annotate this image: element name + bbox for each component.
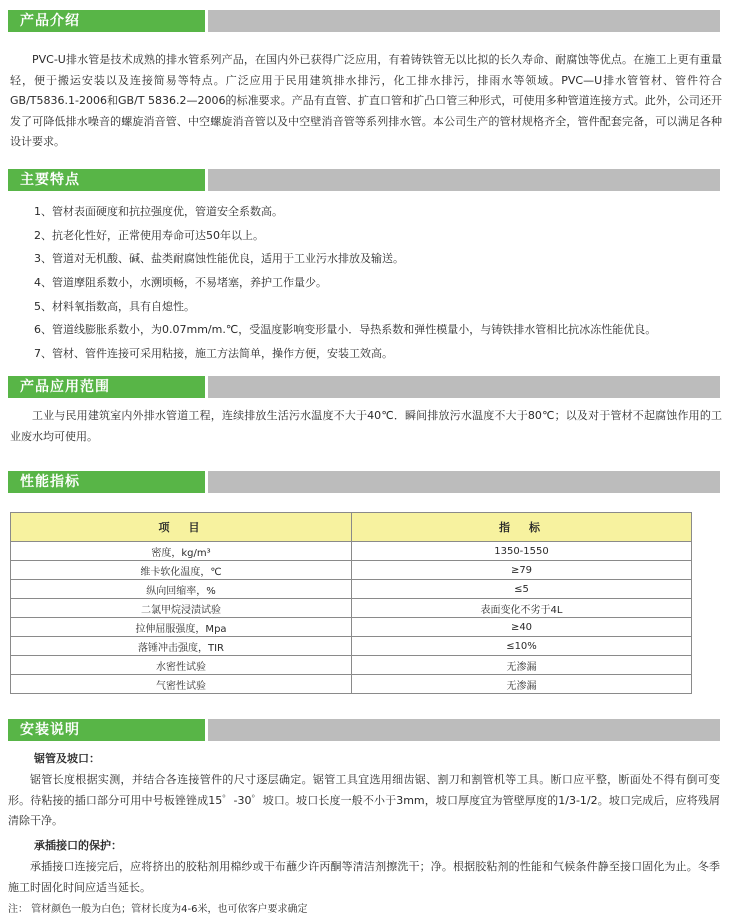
cell-item: 维卡软化温度，℃ [11, 561, 352, 580]
list-item: 3、管道对无机酸、碱、盐类耐腐蚀性能优良，适用于工业污水排放及输送。 [34, 252, 404, 266]
cutting-paragraph: 锯管长度根据实测，并结合各连接管件的尺寸逐层确定。锯管工具宜选用细齿锯、割刀和割管机等工具。断口应平整，断面处不得有倒可变形。待粘接的插口部分可用中号板锉锉成15゜-30゜坡口。坡口长度一般不小于3mm，坡口厚度宜为管壁厚度的1/3-1/2。坡口完成后，应将残屑清除干净。 [8, 773, 720, 827]
table-row [11, 656, 692, 675]
cell-item: 密度，kg/m³ [11, 542, 352, 561]
section-header-rule [208, 471, 720, 493]
list-item: 2、抗老化性好，正常使用寿命可达50年以上。 [34, 228, 264, 242]
subheading-joint: 承插接口的保护： [34, 839, 122, 852]
section-header-rule [208, 169, 720, 191]
section-header-performance [8, 471, 720, 493]
section-title-application: 产品应用范围 [8, 376, 205, 398]
section-header-install [8, 719, 720, 741]
section-header-features [8, 169, 720, 191]
cell-value: ≥40 [352, 618, 692, 637]
table-row [11, 580, 692, 599]
cell-item: 拉伸屈服强度，Mpa [11, 618, 352, 637]
section-header-application [8, 376, 720, 398]
footnote: 注： 管材颜色一般为白色；管材长度为4-6米，也可依客户要求确定 [8, 904, 308, 915]
table-row [11, 599, 692, 618]
section-title-features: 主要特点 [8, 169, 205, 191]
section-header-rule [208, 376, 720, 398]
section-title-performance: 性能指标 [8, 471, 205, 493]
list-item: 6、管道线膨胀系数小，为0.07mm/m.℃，受温度影响变形量小．导热系数和弹性模量小，与铸铁排水管相比抗冰冻性能优良。 [34, 323, 657, 337]
intro-paragraph: PVC-U排水管是技术成熟的排水管系列产品，在国内外已获得广泛应用，有着铸铁管无以比拟的长久寿命、耐腐蚀等优点。在施工上更有重量轻，便于搬运安装以及连接简易等特点。广泛应用于民用建筑排水排污，化工排水排污，排雨水等领域。PVC—U排水管管材、管件符合GB/T5836.1-2006和GB/T 5836.2—2006的标准要求。产品有直管、扩直口管和扩凸口管三种形式，可使用多种管道连接方式。此外，公司还开发了可降低排水噪音的螺旋消音管、中空螺旋消音管以及中空壁消音管等系列排水管。本公司生产的管材规格齐全，管件配套完备，可以满足各种设计要求。 [10, 53, 722, 148]
section-header-rule [208, 10, 720, 32]
list-item: 5、材料氧指数高，具有自熄性。 [34, 299, 195, 313]
performance-table [10, 512, 692, 694]
column-header-value: 指 标 [352, 513, 692, 542]
joint-paragraph: 承插接口连接完后，应将挤出的胶粘剂用棉纱或干布蘸少许丙酮等清洁剂擦洗干；净。根据胶粘剂的性能和气候条件静至接口固化为止。冬季施工时固化时间应适当延长。 [8, 860, 720, 894]
table-row [11, 675, 692, 694]
list-item: 7、管材、管件连接可采用粘接，施工方法简单，操作方便，安装工效高。 [34, 347, 393, 361]
cell-value: ≤10% [352, 637, 692, 656]
cell-value: 表面变化不劣于4L [352, 599, 692, 618]
table-row [11, 561, 692, 580]
cell-value: ≤5 [352, 580, 692, 599]
section-header-intro [8, 10, 720, 32]
table-row [11, 637, 692, 656]
cell-value: 无渗漏 [352, 656, 692, 675]
cell-value: ≥79 [352, 561, 692, 580]
cell-item: 落锤冲击强度，TIR [11, 637, 352, 656]
list-item: 4、管道摩阻系数小，水溯顷畅，不易堵塞，养护工作量少。 [34, 276, 327, 290]
table-row [11, 618, 692, 637]
list-item: 1、管材表面硬度和抗拉强度优，管道安全系数高。 [34, 205, 283, 218]
cell-item: 二氯甲烷浸渍试验 [11, 599, 352, 618]
table-row [11, 542, 692, 561]
cell-item: 纵向回缩率，% [11, 580, 352, 599]
section-title-install: 安装说明 [8, 719, 205, 741]
table-header-row [11, 513, 692, 542]
column-header-item: 项 目 [11, 513, 352, 542]
cell-item: 气密性试验 [11, 675, 352, 694]
section-title-intro: 产品介绍 [8, 10, 205, 32]
section-header-rule [208, 719, 720, 741]
cell-item: 水密性试验 [11, 656, 352, 675]
feature-list [34, 200, 656, 366]
application-paragraph: 工业与民用建筑室内外排水管道工程，连续排放生活污水温度不大于40℃．瞬间排放污水温度不大于80℃；以及对于管材不起腐蚀作用的工业废水均可使用。 [10, 409, 722, 443]
cell-value: 1350-1550 [352, 542, 692, 561]
cell-value: 无渗漏 [352, 675, 692, 694]
subheading-cutting: 锯管及坡口： [34, 752, 100, 765]
